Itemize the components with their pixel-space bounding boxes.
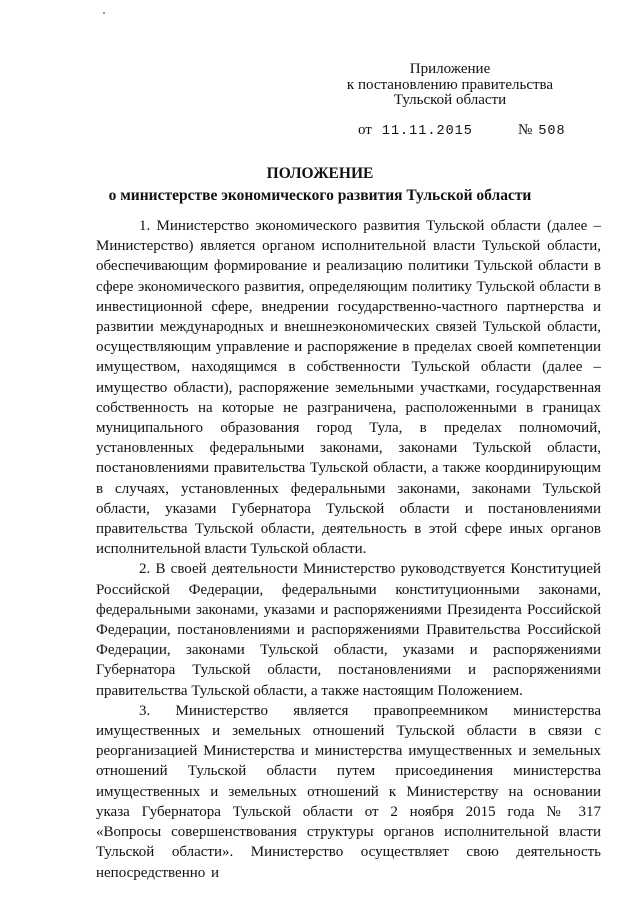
registration-line [358,122,598,139]
document-body [96,216,601,883]
appendix-line-2: к постановлению правительства [346,76,554,93]
paragraph-3: 3. Министерство является правопреемником министерства имущественных и земельных отношений Тульской области в связи с реорганизацией Министерства и министерства имущественных и земельных отношений Тульской области путем присоединения министерства имущественных и земельных отношений к Министерству на основании указа Губернатора Тульской области от 2 ноября 2015 года № 317 «Вопросы совершенствования структуры органов исполнительной власти Тульской области». Министерство осуществляет свою деятельность непосредственно и [96,702,601,881]
appendix-line-3: Тульской области [393,92,507,108]
registration-number: 508 [538,124,566,139]
title-heading: ПОЛОЖЕНИЕ [266,165,374,182]
document-title [40,163,600,207]
number-sign: № [518,122,533,138]
registration-date: 11.11.2015 [381,124,473,139]
appendix-header [330,62,570,109]
paragraph-2: 2. В своей деятельности Министерство руководствуется Конституцией Российской Федерации, федеральными конституционными законами, федеральными законами, указами и распоряжениями Президента Российской Федерации, постановлениями и распоряжениями Правительства Российской Федерации, законами Тульской области, указами и распоряжениями Губернатора Тульской области, постановлениями и распоряжениями правительства Тульской области, а также настоящим Положением. [96,561,601,699]
date-prefix: от [358,122,372,138]
title-subheading: о министерстве экономического развития Тульской области [108,187,532,204]
appendix-line-1: Приложение [409,61,491,77]
number-block [518,122,566,139]
paragraph-1: 1. Министерство экономического развития Тульской области (далее – Министерство) является органом исполнительной власти Тульской области, обеспечивающим формирование и реализацию политики Тульской области в сфере экономического развития, определяющим политику Тульской области в инвестиционной сфере, внедрении государственно-частного партнерства и развитии международных и внешнеэкономических связей Тульской области, осуществляющим управление и распоряжение в пределах своей компетенции имуществом, находящимся в собственности Тульской области (далее – имущество области), распоряжение земельными участками, государственная собственность на которые не разграничена, расположенными в границах муниципального образования город Тула, в пределах полномочий, установленных федеральными законами, законами Тульской области, постановлениями правительства Тульской области, а также координирующим в случаях, установленных федеральными законами, законами Тульской области, указами Губернатора Тульской области и постановлениями правительства Тульской области, деятельность в этой сфере иных органов исполнительной власти Тульской области. [96,218,601,558]
scan-speck [103,12,105,14]
